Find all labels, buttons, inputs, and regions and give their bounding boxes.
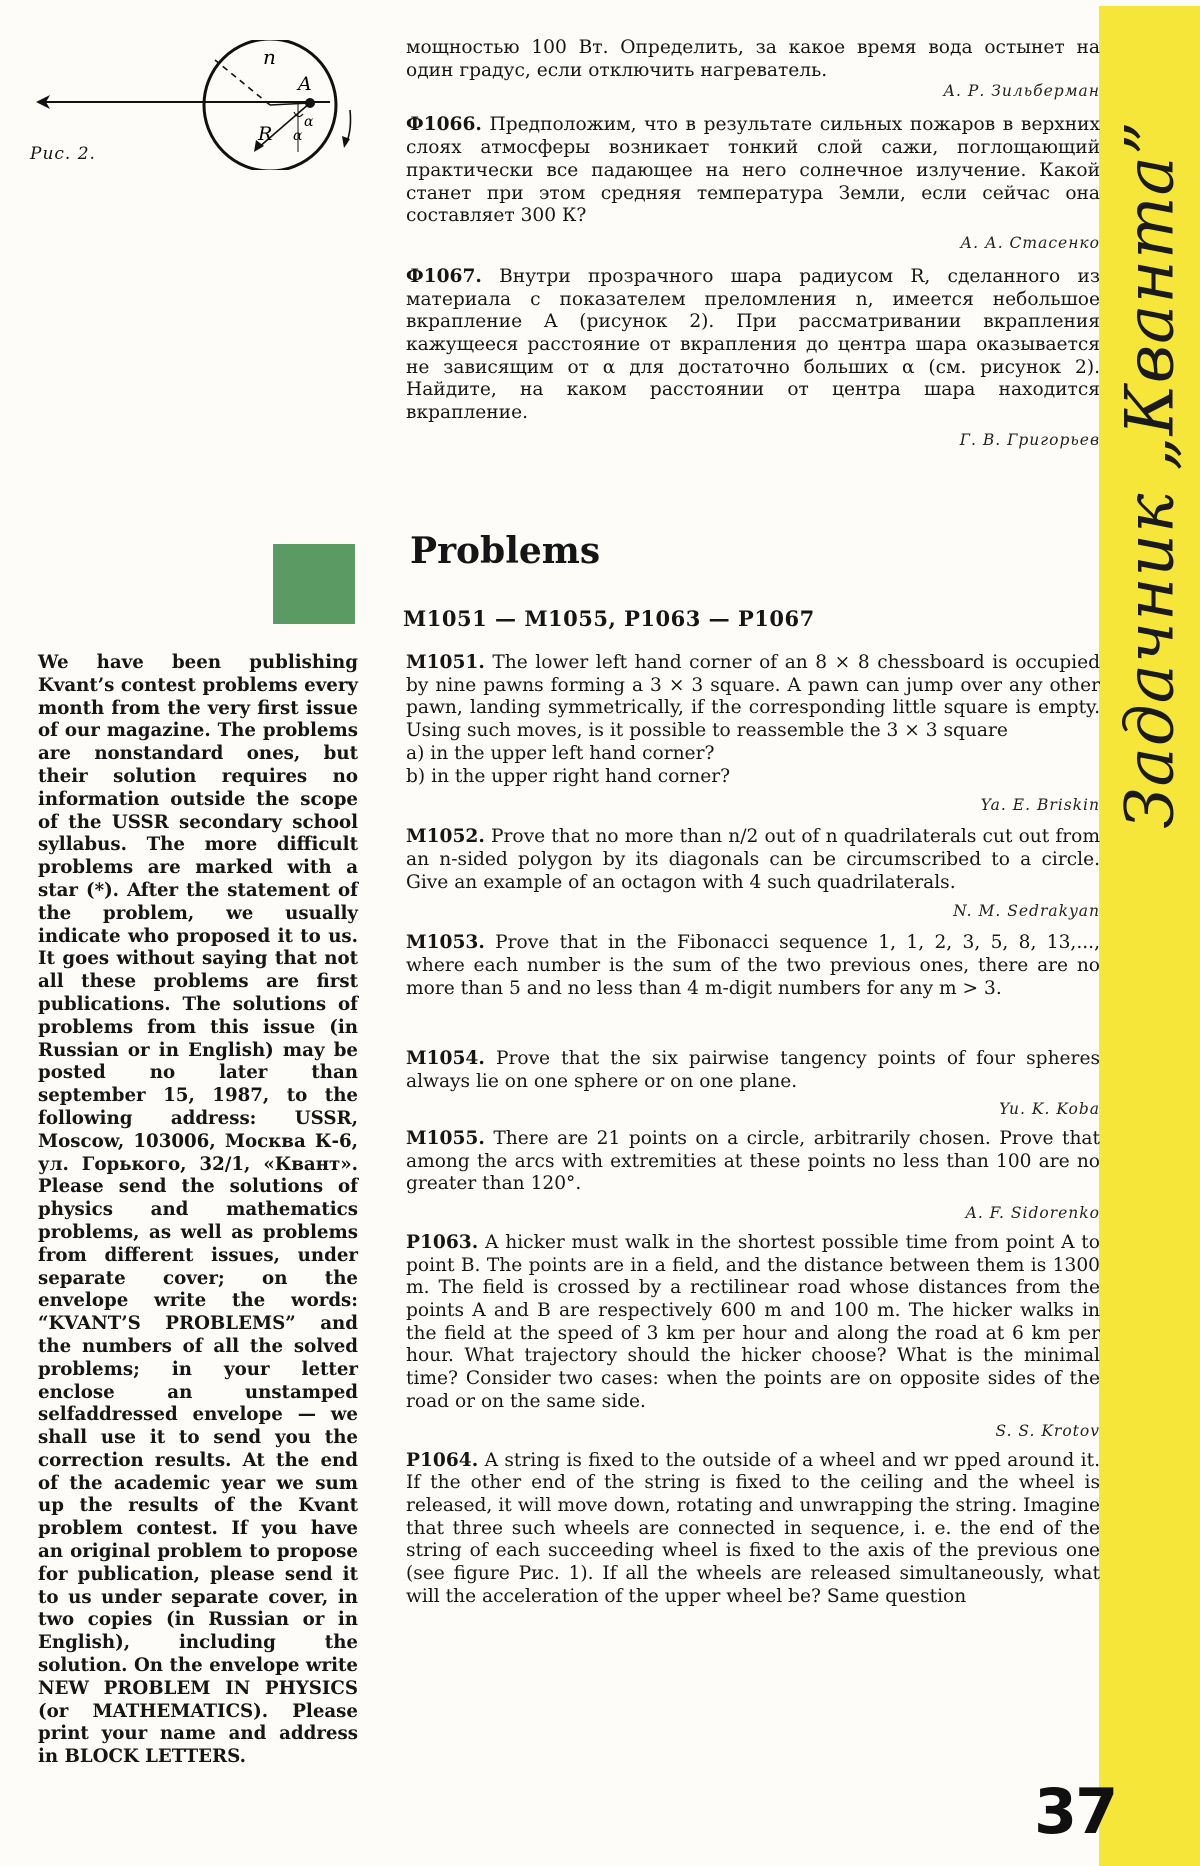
author: Yu. K. Koba — [999, 1099, 1100, 1118]
section-heading: Problems — [410, 530, 601, 572]
problem-f1066: Ф1066. Предположим, что в результате сильных пожаров в верхних слоях атмосферы возникает тонкий слой сажи, поглощающий практически все падающее на него солнечное излучение. Какой станет при этом средняя температура Земли, если сейчас она составляет 300 К? — [406, 114, 1100, 227]
problem-m1055: M1055. There are 21 points on a circle, arbitrarily chosen. Prove that among the arcs with extremities at these points no less than 100 are no greater than 120°. — [406, 1127, 1100, 1195]
problem-m1051: M1051. The lower left hand corner of an 8 × 8 chessboard is occupied by nine pawns forming a 3 × 3 square. A pawn can jump over any other pawn, landing symmetrically, if the corresponding little square is empty. Using such moves, is it possible to reassemble the 3 × 3 square — [406, 652, 1100, 742]
author: А. Р. Зильберман — [943, 82, 1100, 101]
problem-m1053: M1053. Prove that in the Fibonacci sequence 1, 1, 2, 3, 5, 8, 13,..., where each number is the sum of the two previous ones, there are no more than 5 and no less than 4 m-digit numbers for any m > 3. — [406, 932, 1100, 999]
label-a: A — [298, 73, 312, 95]
problem-p1063: P1063. A hicker must walk in the shortest possible time from point A to point B. The points are in a field, and the distance between them is 1300 m. The field is crossed by a rectilinear road whose distances from the points A and B are respectively 600 m and 100 m. The hicker walks in the field at the speed of 3 km per hour and along the road at 6 km per hour. What trajectory should the hicker choose? What is the minimal time? Consider two cases: when the points are on opposite sides of the road or on the same side. — [406, 1231, 1100, 1412]
english-problems — [406, 652, 1100, 1609]
problem-m1051-part-a: a) in the upper left hand corner? — [406, 742, 715, 764]
author: A. F. Sidorenko — [965, 1203, 1100, 1222]
problem-f1067: Ф1067. Внутри прозрачного шара радиусом R, сделанного из материала с показателем преломления n, имеется небольшое вкрапление A (рисунок 2). При рассматривании вкрапления кажущееся расстояние от вкрапления до центра шара оказывается не зависящим от α для достаточно больших α (см. рисунок 2). Найдите, на каком расстоянии от центра шара находится вкрапление. — [406, 265, 1100, 424]
contest-info-text: We have been publishing Kvant’s contest problems every month from the very first issue of our magazine. The problems are nonstandard ones, but their solution requires no information outside the scope of the USSR secondary school syllabus. The more difficult problems are marked with a star (*). After the statement of the problem, we usually indicate who proposed it to us. It goes without saying that not all these problems are first publications. The solutions of problems from this issue (in Russian or in English) may be posted no later than september 15, 1987, to the following address: USSR, Moscow, 103006, Москва К-6, ул. Горького, 32/1, «Квант». Please send the solutions of physics and mathematics problems, as well as problems from different issues, under separate cover; on the envelope write the words: “KVANT’S PROBLEMS” and the numbers of all the solved problems; in your letter enclose an unstamped selfaddressed envelope — we shall use it to send you the correction results. At the end of the academic year we sum up the results of the Kvant problem contest. If you have an original problem to propose for publication, please send it to us under separate cover, in two copies (in Russian or in English), including the solution. On the envelope write NEW PROBLEM IN PHYSICS (or MATHEMATICS). Please print your name and address in BLOCK LETTERS. — [38, 652, 358, 1768]
problem-continuation: мощностью 100 Вт. Определить, за какое время вода остынет на один градус, если отключить нагреватель. — [406, 37, 1100, 81]
problem-p1064: P1064. A string is fixed to the outside of a wheel and wr pped around it. If the other end of the string is fixed to the ceiling and the wheel is released, it will move down, rotating and unwrapping the string. Imagine that three such wheels are connected in sequence, i. e. the end of the string of each succeeding wheel is fixed to the axis of the previous one (see figure Рис. 1). If all the wheels are released simultaneously, what will the acceleration of the upper wheel be? Same question — [406, 1449, 1100, 1607]
russian-problems — [406, 37, 1100, 449]
author: Г. В. Григорьев — [959, 430, 1100, 449]
problem-m1051-part-b: b) in the upper right hand corner? — [406, 765, 731, 787]
side-strip — [1099, 6, 1200, 1866]
problem-m1052: M1052. Prove that no more than n/2 out of n quadrilaterals cut out from an n-sided polygon by its diagonals can be circumscribed to a circle. Give an example of an octagon with 4 such quadrilaterals. — [406, 826, 1100, 893]
strip-title: Задачник „Кванта” — [1111, 120, 1188, 829]
label-n: n — [263, 45, 276, 69]
author: N. M. Sedrakyan — [953, 902, 1100, 921]
figure-caption: Рис. 2. — [30, 144, 96, 164]
label-alpha-2: α — [293, 128, 303, 144]
section-subheading: M1051 — M1055, P1063 — P1067 — [403, 606, 815, 631]
author: S. S. Krotov — [995, 1421, 1100, 1440]
green-square — [273, 544, 355, 624]
author: А. А. Стасенко — [960, 233, 1100, 252]
label-r: R — [258, 123, 273, 145]
page-number: 37 — [1034, 1775, 1117, 1848]
label-alpha-1: α — [304, 114, 314, 130]
problem-m1054: M1054. Prove that the six pairwise tangency points of four spheres always lie on one sphere or on one plane. — [406, 1048, 1100, 1093]
author: Ya. E. Briskin — [980, 796, 1100, 815]
